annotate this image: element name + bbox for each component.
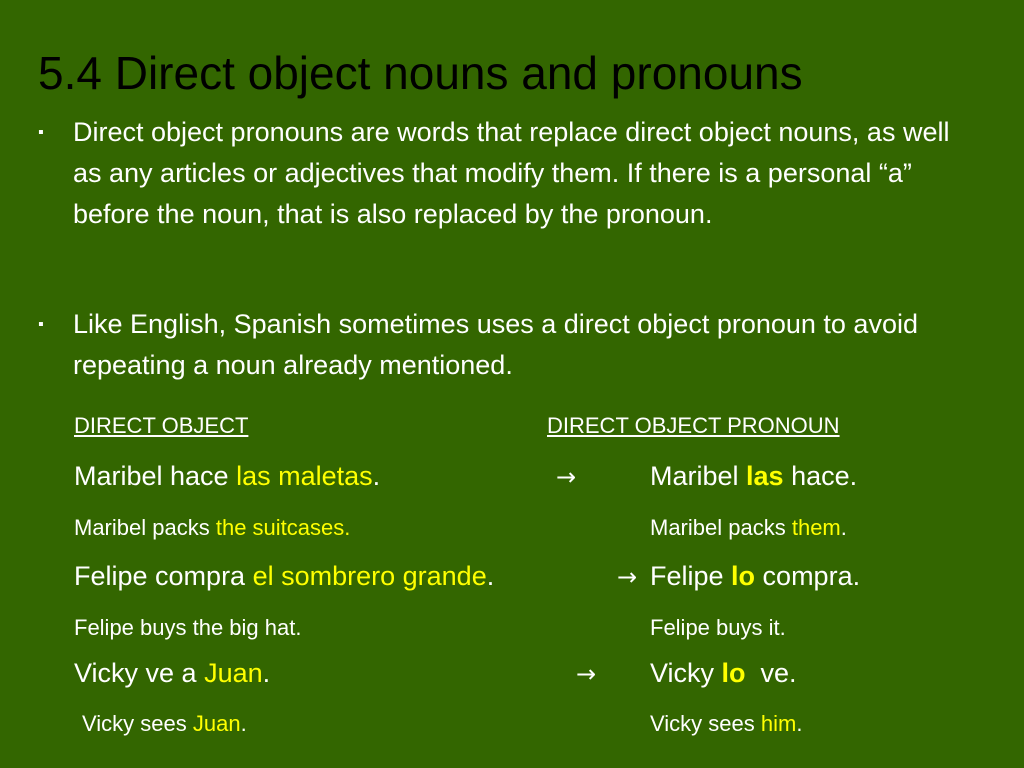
example-spanish-direct-object: Maribel hace las maletas. (74, 461, 381, 491)
example-english-pronoun: Vicky sees him. (650, 711, 803, 736)
bullet-text: Direct object pronouns are words that replace direct object nouns, as well as any articles or adjectives that modify them. If there is a personal “a” before the noun, that is also replaced by the pronoun. (73, 117, 950, 229)
slide-title: 5.4 Direct object nouns and pronouns (38, 47, 803, 99)
example-english-pronoun: Felipe buys it. (650, 615, 786, 640)
header-direct-object: DIRECT OBJECT (74, 413, 249, 438)
bullet-text: Like English, Spanish sometimes uses a direct object pronoun to avoid repeating a noun already mentioned. (73, 309, 918, 380)
example-english-pronoun: Maribel packs them. (650, 515, 847, 540)
bullet-item (38, 304, 978, 386)
example-spanish-direct-object: Felipe compra el sombrero grande. (74, 561, 495, 591)
bullet-square-icon: ▪ (38, 316, 44, 333)
arrow-right-icon: → (617, 563, 638, 591)
bullet-item (38, 112, 978, 235)
example-english-direct-object: Vicky sees Juan. (82, 711, 247, 736)
example-spanish-pronoun: Maribel las hace. (650, 461, 858, 491)
example-spanish-direct-object: Vicky ve a Juan. (74, 658, 271, 688)
example-english-direct-object: Maribel packs the suitcases. (74, 515, 351, 540)
arrow-right-icon: → (556, 463, 577, 491)
example-spanish-pronoun: Felipe lo compra. (650, 561, 861, 591)
bullet-square-icon: ▪ (38, 124, 44, 141)
header-direct-object-pronoun: DIRECT OBJECT PRONOUN (547, 413, 840, 438)
example-english-direct-object: Felipe buys the big hat. (74, 615, 302, 640)
arrow-right-icon: → (576, 660, 597, 688)
example-spanish-pronoun: Vicky lo ve. (650, 658, 797, 688)
